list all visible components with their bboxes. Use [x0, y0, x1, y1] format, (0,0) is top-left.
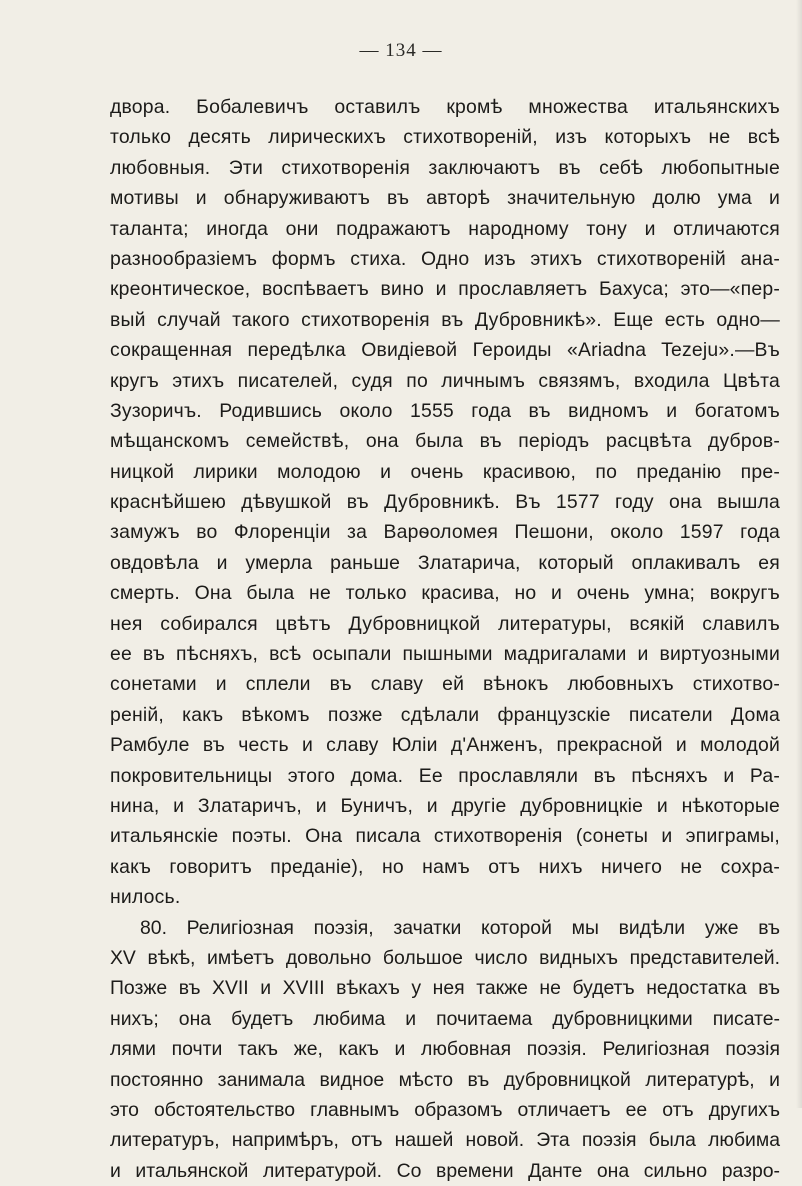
- paragraph-end-line: нилось.: [110, 886, 181, 909]
- text-line: XV вѣкѣ, имѣетъ довольно большое число видныхъ представителей.: [110, 946, 780, 969]
- text-line: любовныя. Эти стихотворенія заключаютъ въ себѣ любопытные: [110, 156, 780, 179]
- page-text: [110, 92, 780, 1186]
- text-line: сокращенная передѣлка Овидіевой Героиды «Ariadna Tezeju».—Въ: [110, 339, 780, 362]
- text-line: лями почти такъ же, какъ и любовная поэзія. Религіозная поэзія: [110, 1038, 780, 1061]
- text-line: вый случай такого стихотворенія въ Дубровникѣ». Еще есть одно—: [110, 308, 780, 331]
- text-line: Рамбуле въ честь и славу Юліи д'Анженъ, прекрасной и молодой: [110, 734, 780, 757]
- text-line: какъ говоритъ преданіе), но намъ отъ нихъ ничего не сохра-: [110, 855, 780, 878]
- page-number: — 134 —: [359, 40, 443, 61]
- text-line: смерть. Она была не только красива, но и очень умна; вокругъ: [110, 582, 780, 605]
- text-line: таланта; иногда они подражаютъ народному тону и отличаются: [110, 217, 780, 240]
- section-80-start-line: 80. Религіозная поэзія, зачатки которой мы видѣли уже въ: [140, 916, 780, 939]
- text-line: покровительницы этого дома. Ее прославляли въ пѣсняхъ и Ра-: [110, 764, 780, 787]
- text-line: мѣщанскомъ семействѣ, она была въ періодъ расцвѣта дубров-: [110, 430, 780, 453]
- text-line: креонтическое, воспѣваетъ вино и прославляетъ Бахуса; это—«пер-: [110, 278, 780, 301]
- text-line: итальянскіе поэты. Она писала стихотворенія (сонеты и эпиграмы,: [110, 825, 780, 848]
- text-line: ее въ пѣсняхъ, всѣ осыпали пышными мадригалами и виртуозными: [110, 643, 780, 666]
- text-line: Зузоричъ. Родившись около 1555 года въ видномъ и богатомъ: [110, 399, 780, 422]
- text-line: только десять лирическихъ стихотвореній, изъ которыхъ не всѣ: [110, 126, 780, 149]
- text-line: это обстоятельство главнымъ образомъ отличаетъ ее отъ другихъ: [110, 1098, 780, 1121]
- text-line: овдовѣла и умерла раньше Златарича, который оплакивалъ ея: [110, 551, 780, 574]
- text-line: двора. Бобалевичъ оставилъ кромѣ множества итальянскихъ: [110, 96, 780, 118]
- text-line: нина, и Златаричъ, и Буничъ, и другіе дубровницкіе и нѣкоторые: [110, 794, 780, 817]
- text-line: кругъ этихъ писателей, судя по личнымъ связямъ, входила Цвѣта: [110, 369, 780, 392]
- text-line: постоянно занимала видное мѣсто въ дубровницкой литературѣ, и: [110, 1068, 780, 1091]
- text-line: ницкой лирики молодою и очень красивою, по преданію пре-: [110, 460, 780, 483]
- text-line: сонетами и сплели въ славу ей вѣнокъ любовныхъ стихотво-: [110, 673, 780, 696]
- text-line: Позже въ XVII и XVIII вѣкахъ у нея также не будетъ недостатка въ: [110, 977, 780, 1000]
- page-edge-shadow: [796, 0, 802, 1108]
- text-line: краснѣйшею дѣвушкой въ Дубровникѣ. Въ 1577 году она вышла: [110, 491, 780, 514]
- text-line: реній, какъ вѣкомъ позже сдѣлали французскіе писатели Дома: [110, 703, 780, 726]
- text-line: нихъ; она будетъ любима и почитаема дубровницкими писате-: [110, 1007, 780, 1030]
- text-line: и итальянской литературой. Со времени Данте она сильно разро-: [110, 1159, 780, 1182]
- text-line: литературъ, напримѣръ, отъ нашей новой. Эта поэзія была любима: [110, 1129, 780, 1152]
- text-line: замужъ во Флоренціи за Варѳоломея Пешони, около 1597 года: [110, 521, 780, 544]
- text-line: нея собирался цвѣтъ Дубровницкой литературы, всякій славилъ: [110, 612, 780, 635]
- text-line: разнообразіемъ формъ стиха. Одно изъ этихъ стихотвореній ана-: [110, 247, 780, 270]
- text-line: мотивы и обнаруживаютъ въ авторѣ значительную долю ума и: [110, 187, 780, 210]
